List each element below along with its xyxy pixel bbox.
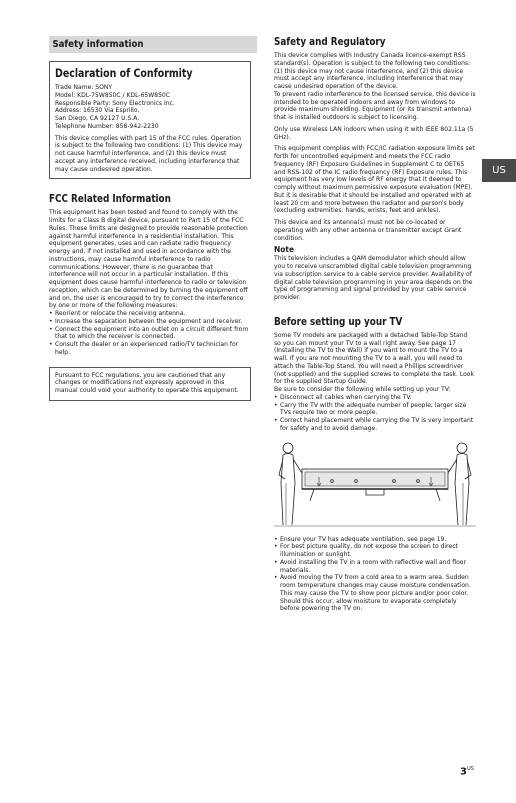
list-item: • Reorient or relocate the receiving antenna. <box>49 310 251 318</box>
regulatory-p3: Only use Wireless LAN indoors when using it with IEEE 802.11a (5 GHz). <box>274 125 474 141</box>
regulatory-p5: This device and its antenna(s) must not be co-located or operating with any other antenna or transmitter except Grant condition. <box>274 219 462 242</box>
regulatory-p4: This equipment complies with FCC/IC radiation exposure limits set forth for uncontrolled equipment and meets the FCC radio frequency (RF) Exposure Guidelines in Supplement C to OET65 and RSS-102 of the IC radio frequency (RF) Exposure rules. This equipment has very low levels of RF energy that it deemed to comply without maximum permissive exposure evaluation (MPE). But it is desirable that it should be installed and operated with at least 20 cm and more between the radiator and person's body (excluding extremities: hands, wrists, feet and ankles). <box>274 145 475 215</box>
regulatory-p2: To prevent radio interference to the licensed service, this device is intended to be operated indoors and away from windows to provide maximum shielding. Equipment (or its transmit antenna) that is installed outdoors is subject to licensing. <box>274 90 476 121</box>
telephone-line: Telephone Number: 858-942-2230 <box>55 122 159 130</box>
address-line: Address: 16530 Via Esprillo, <box>55 107 140 115</box>
setup-consider: Be sure to consider the following while setting up your TV: <box>274 386 451 393</box>
fcc-compliance-text: This device complies with part 15 of the FCC rules. Operation is subject to the following two conditions: (1) This device may not cause harmful interference, and (2) this device must accept any interference received, including interference that may cause undesired operation. <box>55 134 243 173</box>
page-number-value: 3 <box>460 766 467 778</box>
setup-heading: Before setting up your TV <box>274 315 403 328</box>
trade-name: Trade Name: SONY <box>55 84 113 91</box>
model-line: Model: KDL-75W850C / KDL-65W850C <box>55 91 171 99</box>
city-line: San Diego, CA 92127 U.S.A. <box>55 115 140 122</box>
list-item: • Correct hand placement while carrying the TV is very important for safety and to avoid damage. <box>274 417 476 433</box>
list-item: • Connect the equipment into an outlet on a circuit different from that to which the receiver is connected. <box>49 326 251 342</box>
list-item: • Increase the separation between the equipment and receiver. <box>49 318 251 326</box>
fcc-body: This equipment has been tested and found to comply with the limits for a Class B digital device, pursuant to Part 15 of the FCC Rules. These limits are designed to provide reasonable protection against harmful interference in a residential installation. This equipment generates, uses and can radiate radio frequency energy and, if not installed and used in accordance with the instructions, may cause harmful interference to radio communications. However, there is no guarantee that interference will not occur in a particular installation. If this equipment does cause harmful interference to radio or television reception, which can be determined by turning the equipment off and on, the user is encouraged to try to correct the interference by one or more of the following measures: <box>49 209 248 310</box>
carry-list <box>274 394 476 433</box>
left-column <box>49 36 251 401</box>
regulatory-heading: Safety and Regulatory <box>274 36 386 48</box>
note-text: This television includes a QAM demodulator which should allow you to receive unscrambled digital cable television programming via subscription service to a cable service provider. Availability of digital cable television programming in your area depends on the type of programming and signal provided by your cable service provider. <box>274 255 473 301</box>
language-tab: US <box>482 159 516 182</box>
setup-body: Some TV models are packaged with a detached Table-Top Stand so you can mount your TV to a wall right away. See page 17 (Installing the TV to the Wall) if you want to mount the TV to a wall. If you are not mounting the TV to a wall, you will need to attach the Table-Top Stand. You will need a Phillips screwdriver (not supplied) and the supplied screws to complete the task. Look for the supplied Startup Guide. <box>274 331 474 386</box>
page-number <box>460 766 474 777</box>
note-heading: Note <box>274 245 295 255</box>
list-item: • Carry the TV with the adequate number of people; larger size TVs require two or more people. <box>274 402 476 418</box>
fcc-measures-list <box>49 310 251 357</box>
list-item: • Consult the dealer or an experienced radio/TV technician for help. <box>49 341 251 357</box>
tv-carrying-illustration <box>274 439 476 527</box>
right-column <box>274 36 476 613</box>
warning-box <box>49 367 251 401</box>
list-item: • Avoid moving the TV from a cold area to a warm area. Sudden room temperature changes may cause moisture condensation. This may cause the TV to show poor picture and/or poor color. Should this occur, allow moisture to evaporate completely before powering the TV on. <box>274 574 476 613</box>
list-item: • Avoid installing the TV in a room with reflective wall and floor materials. <box>274 559 476 575</box>
section-heading-safety: Safety information <box>49 36 257 53</box>
placement-list <box>274 536 476 614</box>
declaration-title: Declaration of Conformity <box>55 66 193 80</box>
fcc-warning-text: Pursuant to FCC regulations, you are cautioned that any changes or modifications not expressly approved in this manual could void your authority to operate this equipment. <box>55 371 239 394</box>
responsible-party: Responsible Party: Sony Electronics Inc. <box>55 99 175 107</box>
declaration-box <box>49 61 251 179</box>
list-item: • For best picture quality, do not expose the screen to direct illumination or sunlight. <box>274 543 476 559</box>
page-number-suffix: US <box>466 766 474 772</box>
list-item: • Ensure your TV has adequate ventilation, see page 19. <box>274 536 476 544</box>
list-item: • Disconnect all cables when carrying the TV. <box>274 394 476 402</box>
regulatory-p1: This device complies with Industry Canada licence-exempt RSS standard(s). Operation is subject to the following two conditions: (1) this device may not cause interference, and (2) this device must accept any interference, including interference that may cause undesired operation of the device. <box>274 52 471 90</box>
fcc-heading: FCC Related Information <box>49 193 171 206</box>
